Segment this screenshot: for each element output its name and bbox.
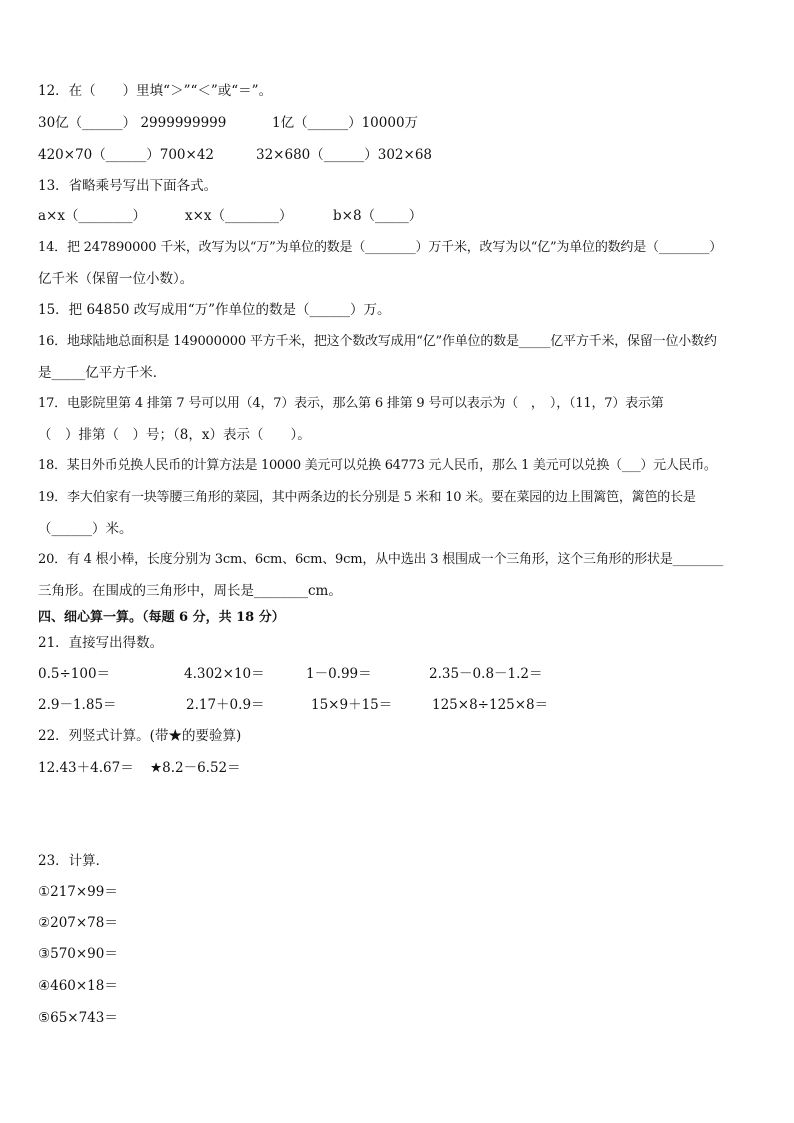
q22-stem: 22．列竖式计算。(带★的要验算) (38, 728, 242, 744)
q13-item-2: x×x（________） (185, 208, 293, 224)
q19-line-2: （______）米。 (38, 521, 133, 537)
q21-item-3: 1－0.99＝ (306, 666, 372, 682)
q14-line-2: 亿千米（保留一位小数）。 (38, 271, 194, 287)
q22-item-2: ★8.2－6.52＝ (150, 760, 241, 776)
q23-item-3: ③570×90＝ (38, 946, 118, 962)
q21-item-8: 125×8÷125×8＝ (432, 697, 549, 713)
q21-item-2: 4.302×10＝ (184, 666, 265, 682)
q14-line-1: 14．把 247890000 千米，改写为以“万”为单位的数是（________）万千米，改写为以“亿”为单位的数约是（________） (38, 240, 723, 255)
q21-item-4: 2.35－0.8－1.2＝ (429, 666, 543, 682)
q18-line-1: 18．某日外币兑换人民币的计算方法是 10000 美元可以兑换 64773 元人民币，那么 1 美元可以兑换（___）元人民币。 (38, 458, 717, 473)
q21-item-1: 0.5÷100＝ (38, 666, 111, 682)
q23-item-4: ④460×18＝ (38, 978, 118, 994)
q17-line-1: 17．电影院里第 4 排第 7 号可以用（4，7）表示，那么第 6 排第 9 号可以表示为（ ， ），（11，7）表示第 (38, 396, 664, 411)
q13-item-1: a×x（________） (38, 208, 146, 224)
q23-stem: 23．计算． (38, 853, 110, 869)
q12-stem: 12．在（ ）里填“＞”“＜”或“＝”。 (38, 83, 273, 99)
q12-item-1: 30亿（______） 2999999999 (38, 115, 227, 131)
q12-item-4: 32×680（______）302×68 (256, 147, 433, 163)
q23-item-2: ②207×78＝ (38, 915, 118, 931)
q21-stem: 21．直接写出得数。 (38, 635, 164, 651)
q12-item-2: 1亿（______）10000万 (272, 115, 419, 131)
q23-item-5: ⑤65×743＝ (38, 1010, 118, 1026)
q21-item-7: 15×9＋15＝ (311, 697, 393, 713)
q13-item-3: b×8（_____） (333, 208, 423, 224)
q16-line-1: 16．地球陆地总面积是 149000000 平方千米，把这个数改写成用“亿”作单位的数是_____亿平方千米，保留一位小数约 (38, 334, 717, 349)
q12-item-3: 420×70（______）700×42 (38, 147, 215, 163)
q15-line-1: 15．把 64850 改写成用“万”作单位的数是（______）万。 (38, 302, 391, 318)
q23-item-1: ①217×99＝ (38, 884, 118, 900)
q16-line-2: 是_____亿平方千米． (38, 365, 167, 381)
q17-line-2: （ ）排第（ ）号；（8，x）表示（ ）。 (38, 427, 311, 443)
section-heading: 四、细心算一算。（每题 6 分，共 18 分） (38, 610, 285, 625)
q22-item-1: 12.43＋4.67＝ (38, 760, 134, 776)
q19-line-1: 19．李大伯家有一块等腰三角形的菜园，其中两条边的长分别是 5 米和 10 米。要在菜园的边上围篱笆，篱笆的长是 (38, 490, 696, 505)
q13-stem: 13．省略乘号写出下面各式。 (38, 178, 218, 194)
q21-item-6: 2.17＋0.9＝ (186, 697, 265, 713)
q21-item-5: 2.9－1.85＝ (38, 697, 117, 713)
q20-line-2: 三角形。在围成的三角形中，周长是________cm。 (38, 583, 342, 599)
q20-line-1: 20．有 4 根小棒，长度分别为 3cm、6cm、6cm、9cm，从中选出 3 根围成一个三角形，这个三角形的形状是________ (38, 552, 724, 567)
